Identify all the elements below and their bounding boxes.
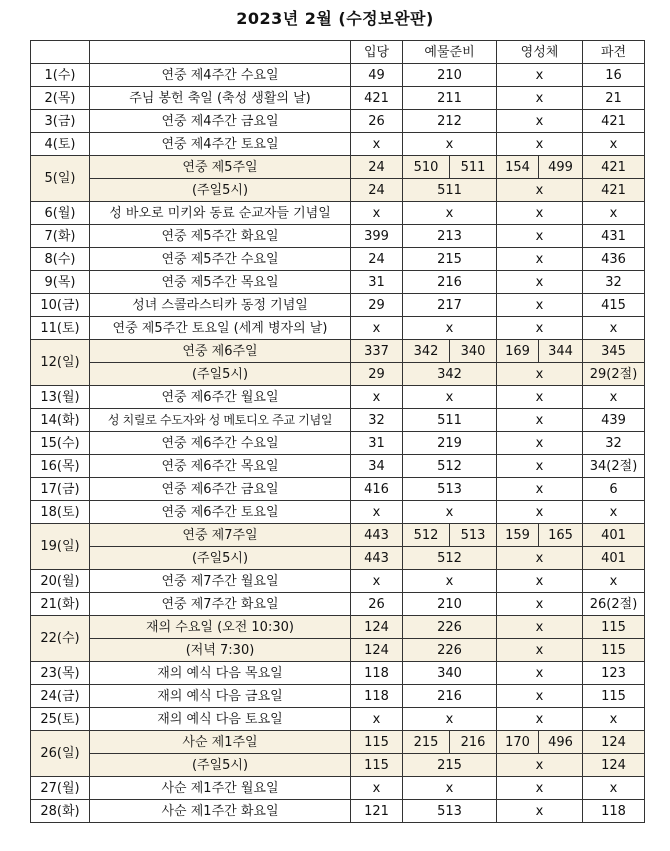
row-communion: x: [497, 248, 583, 271]
table-row: [31, 294, 645, 317]
table-row: [31, 409, 645, 432]
row-date: 24(금): [31, 685, 90, 708]
row-entrance: 49: [351, 64, 403, 87]
row-recessional: 21: [583, 87, 645, 110]
subrow-celebration: (주일5시): [90, 179, 351, 202]
row-offertory: 513: [403, 478, 497, 501]
subrow-communion: x: [497, 547, 583, 570]
row-date: 3(금): [31, 110, 90, 133]
subrow-celebration: (주일5시): [90, 547, 351, 570]
row-communion-2: 165: [539, 524, 583, 547]
row-recessional: 401: [583, 524, 645, 547]
row-celebration: 사순 제1주일: [90, 731, 351, 754]
row-date: 13(월): [31, 386, 90, 409]
table-row: [31, 662, 645, 685]
row-celebration: 연중 제5주간 목요일: [90, 271, 351, 294]
row-celebration: 주님 봉헌 축일 (축성 생활의 날): [90, 87, 351, 110]
row-communion-2: 344: [539, 340, 583, 363]
row-recessional: 118: [583, 800, 645, 823]
subrow-offertory: 342: [403, 363, 497, 386]
row-date: 12(일): [31, 340, 90, 386]
subrow-entrance: 443: [351, 547, 403, 570]
row-recessional: 124: [583, 731, 645, 754]
row-offertory: 211: [403, 87, 497, 110]
row-communion-1: 169: [497, 340, 539, 363]
header-offertory: 예물준비: [403, 41, 497, 64]
row-date: 15(수): [31, 432, 90, 455]
table-row: [31, 685, 645, 708]
row-celebration: 사순 제1주간 화요일: [90, 800, 351, 823]
row-entrance: x: [351, 570, 403, 593]
row-communion-2: 496: [539, 731, 583, 754]
row-date: 5(일): [31, 156, 90, 202]
row-date: 10(금): [31, 294, 90, 317]
row-communion: x: [497, 708, 583, 731]
row-offertory-1: 215: [403, 731, 450, 754]
row-communion: x: [497, 271, 583, 294]
row-date: 6(월): [31, 202, 90, 225]
row-celebration: 연중 제6주간 토요일: [90, 501, 351, 524]
table-row: [31, 501, 645, 524]
row-recessional: x: [583, 317, 645, 340]
row-celebration: 연중 제4주간 토요일: [90, 133, 351, 156]
row-entrance: 26: [351, 110, 403, 133]
table-row: [31, 708, 645, 731]
row-recessional: 115: [583, 616, 645, 639]
row-entrance: x: [351, 708, 403, 731]
row-date: 21(화): [31, 593, 90, 616]
row-recessional: 436: [583, 248, 645, 271]
header-row: [31, 41, 645, 64]
row-recessional: 34(2절): [583, 455, 645, 478]
row-communion: x: [497, 64, 583, 87]
row-entrance: 124: [351, 616, 403, 639]
subrow-recessional: 421: [583, 179, 645, 202]
table-row: [31, 156, 645, 179]
table-row: [31, 133, 645, 156]
row-offertory: 512: [403, 455, 497, 478]
row-offertory-1: 342: [403, 340, 450, 363]
row-communion: x: [497, 294, 583, 317]
table-row: [31, 317, 645, 340]
row-communion: x: [497, 501, 583, 524]
table-row: [31, 800, 645, 823]
row-communion: x: [497, 133, 583, 156]
row-communion: x: [497, 432, 583, 455]
row-celebration: 성 바오로 미키와 동료 순교자들 기념일: [90, 202, 351, 225]
row-recessional: x: [583, 777, 645, 800]
row-communion: x: [497, 386, 583, 409]
subrow-offertory: 215: [403, 754, 497, 777]
table-row: [31, 777, 645, 800]
row-communion-2: 499: [539, 156, 583, 179]
table-subrow: [31, 179, 645, 202]
row-offertory-2: 216: [450, 731, 497, 754]
row-communion-1: 170: [497, 731, 539, 754]
table-row: [31, 340, 645, 363]
row-entrance: 121: [351, 800, 403, 823]
row-entrance: x: [351, 501, 403, 524]
row-celebration: 연중 제6주일: [90, 340, 351, 363]
row-celebration: 연중 제6주간 목요일: [90, 455, 351, 478]
row-communion: x: [497, 87, 583, 110]
row-offertory-2: 511: [450, 156, 497, 179]
row-date: 4(토): [31, 133, 90, 156]
row-recessional: 439: [583, 409, 645, 432]
row-offertory: 217: [403, 294, 497, 317]
table-row: [31, 593, 645, 616]
row-entrance: 29: [351, 294, 403, 317]
subrow-communion: x: [497, 363, 583, 386]
row-offertory: 216: [403, 271, 497, 294]
row-communion: x: [497, 616, 583, 639]
row-offertory: 210: [403, 593, 497, 616]
subrow-entrance: 124: [351, 639, 403, 662]
row-date: 22(수): [31, 616, 90, 662]
table-row: [31, 64, 645, 87]
table-row: [31, 271, 645, 294]
row-recessional: 32: [583, 432, 645, 455]
row-celebration: 재의 예식 다음 토요일: [90, 708, 351, 731]
table-row: [31, 524, 645, 547]
header-blank-date: [31, 41, 90, 64]
row-date: 14(화): [31, 409, 90, 432]
row-offertory: x: [403, 570, 497, 593]
row-offertory-1: 510: [403, 156, 450, 179]
page-title: 2023년 2월 (수정보완판): [236, 9, 434, 28]
row-communion-1: 154: [497, 156, 539, 179]
row-recessional: x: [583, 708, 645, 731]
row-celebration: 성녀 스콜라스티카 동정 기념일: [90, 294, 351, 317]
row-recessional: 26(2절): [583, 593, 645, 616]
row-entrance: x: [351, 777, 403, 800]
row-date: 18(토): [31, 501, 90, 524]
row-entrance: 24: [351, 156, 403, 179]
row-entrance: 32: [351, 409, 403, 432]
row-celebration: 연중 제4주간 수요일: [90, 64, 351, 87]
row-communion: x: [497, 225, 583, 248]
row-offertory: 226: [403, 616, 497, 639]
row-offertory: 213: [403, 225, 497, 248]
row-recessional: 123: [583, 662, 645, 685]
row-recessional: 421: [583, 110, 645, 133]
row-offertory: 511: [403, 409, 497, 432]
row-celebration: 연중 제5주간 화요일: [90, 225, 351, 248]
row-offertory: 513: [403, 800, 497, 823]
table-row: [31, 432, 645, 455]
row-offertory: x: [403, 777, 497, 800]
row-communion: x: [497, 662, 583, 685]
row-recessional: 115: [583, 685, 645, 708]
subrow-recessional: 115: [583, 639, 645, 662]
row-date: 8(수): [31, 248, 90, 271]
subrow-offertory: 511: [403, 179, 497, 202]
row-entrance: x: [351, 317, 403, 340]
row-offertory: 212: [403, 110, 497, 133]
row-recessional: 6: [583, 478, 645, 501]
subrow-entrance: 115: [351, 754, 403, 777]
subrow-communion: x: [497, 639, 583, 662]
row-date: 2(목): [31, 87, 90, 110]
row-celebration: 연중 제7주간 월요일: [90, 570, 351, 593]
row-date: 20(월): [31, 570, 90, 593]
table-row: [31, 386, 645, 409]
header-blank-name: [90, 41, 351, 64]
row-entrance: 421: [351, 87, 403, 110]
header-communion: 영성체: [497, 41, 583, 64]
row-entrance: 26: [351, 593, 403, 616]
row-celebration: 연중 제7주간 화요일: [90, 593, 351, 616]
row-date: 19(일): [31, 524, 90, 570]
table-row: [31, 731, 645, 754]
row-entrance: x: [351, 386, 403, 409]
subrow-recessional: 401: [583, 547, 645, 570]
row-offertory: 216: [403, 685, 497, 708]
row-entrance: 34: [351, 455, 403, 478]
row-date: 7(화): [31, 225, 90, 248]
subrow-celebration: (주일5시): [90, 363, 351, 386]
row-celebration: 연중 제4주간 금요일: [90, 110, 351, 133]
row-celebration: 연중 제5주일: [90, 156, 351, 179]
row-communion: x: [497, 570, 583, 593]
subrow-recessional: 124: [583, 754, 645, 777]
row-recessional: 345: [583, 340, 645, 363]
header-recessional: 파견: [583, 41, 645, 64]
table-row: [31, 225, 645, 248]
row-recessional: x: [583, 133, 645, 156]
row-communion: x: [497, 409, 583, 432]
row-celebration: 재의 수요일 (오전 10:30): [90, 616, 351, 639]
table-row: [31, 570, 645, 593]
row-communion: x: [497, 455, 583, 478]
subrow-celebration: (저녁 7:30): [90, 639, 351, 662]
row-communion: x: [497, 110, 583, 133]
row-celebration: 연중 제5주간 수요일: [90, 248, 351, 271]
row-offertory-1: 512: [403, 524, 450, 547]
row-communion-1: 159: [497, 524, 539, 547]
row-offertory-2: 340: [450, 340, 497, 363]
table-row: [31, 87, 645, 110]
row-communion: x: [497, 478, 583, 501]
row-entrance: 118: [351, 685, 403, 708]
row-offertory: x: [403, 708, 497, 731]
table-subrow: [31, 639, 645, 662]
row-entrance: 118: [351, 662, 403, 685]
row-date: 27(월): [31, 777, 90, 800]
row-recessional: 421: [583, 156, 645, 179]
row-offertory: x: [403, 501, 497, 524]
row-recessional: 415: [583, 294, 645, 317]
row-recessional: x: [583, 570, 645, 593]
row-communion: x: [497, 685, 583, 708]
row-entrance: 443: [351, 524, 403, 547]
row-date: 28(화): [31, 800, 90, 823]
row-offertory: x: [403, 202, 497, 225]
subrow-recessional: 29(2절): [583, 363, 645, 386]
row-celebration: 사순 제1주간 월요일: [90, 777, 351, 800]
subrow-entrance: 29: [351, 363, 403, 386]
row-entrance: 31: [351, 432, 403, 455]
row-recessional: 32: [583, 271, 645, 294]
row-communion: x: [497, 593, 583, 616]
table-row: [31, 110, 645, 133]
row-celebration: 연중 제6주간 월요일: [90, 386, 351, 409]
row-date: 9(목): [31, 271, 90, 294]
row-celebration: 재의 예식 다음 목요일: [90, 662, 351, 685]
subrow-offertory: 226: [403, 639, 497, 662]
row-date: 1(수): [31, 64, 90, 87]
row-recessional: 431: [583, 225, 645, 248]
row-celebration: 연중 제6주간 금요일: [90, 478, 351, 501]
table-row: [31, 202, 645, 225]
row-offertory: x: [403, 386, 497, 409]
subrow-celebration: (주일5시): [90, 754, 351, 777]
row-date: 25(토): [31, 708, 90, 731]
row-celebration: 연중 제7주일: [90, 524, 351, 547]
row-offertory: x: [403, 133, 497, 156]
row-date: 17(금): [31, 478, 90, 501]
table-row: [31, 248, 645, 271]
table-row: [31, 455, 645, 478]
row-offertory: 219: [403, 432, 497, 455]
row-entrance: x: [351, 133, 403, 156]
row-celebration: 연중 제6주간 수요일: [90, 432, 351, 455]
row-celebration: 연중 제5주간 토요일 (세계 병자의 날): [90, 317, 351, 340]
row-celebration: 성 치릴로 수도자와 성 메토디오 주교 기념일: [90, 409, 351, 432]
table-subrow: [31, 363, 645, 386]
row-offertory: 340: [403, 662, 497, 685]
row-entrance: 24: [351, 248, 403, 271]
row-recessional: x: [583, 202, 645, 225]
table-subrow: [31, 754, 645, 777]
row-entrance: 115: [351, 731, 403, 754]
table-row: [31, 478, 645, 501]
table-subrow: [31, 547, 645, 570]
subrow-communion: x: [497, 179, 583, 202]
row-recessional: x: [583, 386, 645, 409]
row-date: 11(토): [31, 317, 90, 340]
subrow-offertory: 512: [403, 547, 497, 570]
subrow-communion: x: [497, 754, 583, 777]
row-date: 16(목): [31, 455, 90, 478]
row-communion: x: [497, 777, 583, 800]
row-recessional: 16: [583, 64, 645, 87]
row-offertory: 210: [403, 64, 497, 87]
subrow-entrance: 24: [351, 179, 403, 202]
row-communion: x: [497, 202, 583, 225]
row-offertory: 215: [403, 248, 497, 271]
row-recessional: x: [583, 501, 645, 524]
row-entrance: 416: [351, 478, 403, 501]
row-date: 26(일): [31, 731, 90, 777]
row-entrance: 337: [351, 340, 403, 363]
header-entrance: 입당: [351, 41, 403, 64]
hymn-schedule-table: [30, 40, 645, 823]
row-offertory: x: [403, 317, 497, 340]
row-offertory-2: 513: [450, 524, 497, 547]
row-entrance: x: [351, 202, 403, 225]
table-row: [31, 616, 645, 639]
row-entrance: 31: [351, 271, 403, 294]
row-celebration: 재의 예식 다음 금요일: [90, 685, 351, 708]
row-entrance: 399: [351, 225, 403, 248]
row-communion: x: [497, 800, 583, 823]
row-communion: x: [497, 317, 583, 340]
row-date: 23(목): [31, 662, 90, 685]
